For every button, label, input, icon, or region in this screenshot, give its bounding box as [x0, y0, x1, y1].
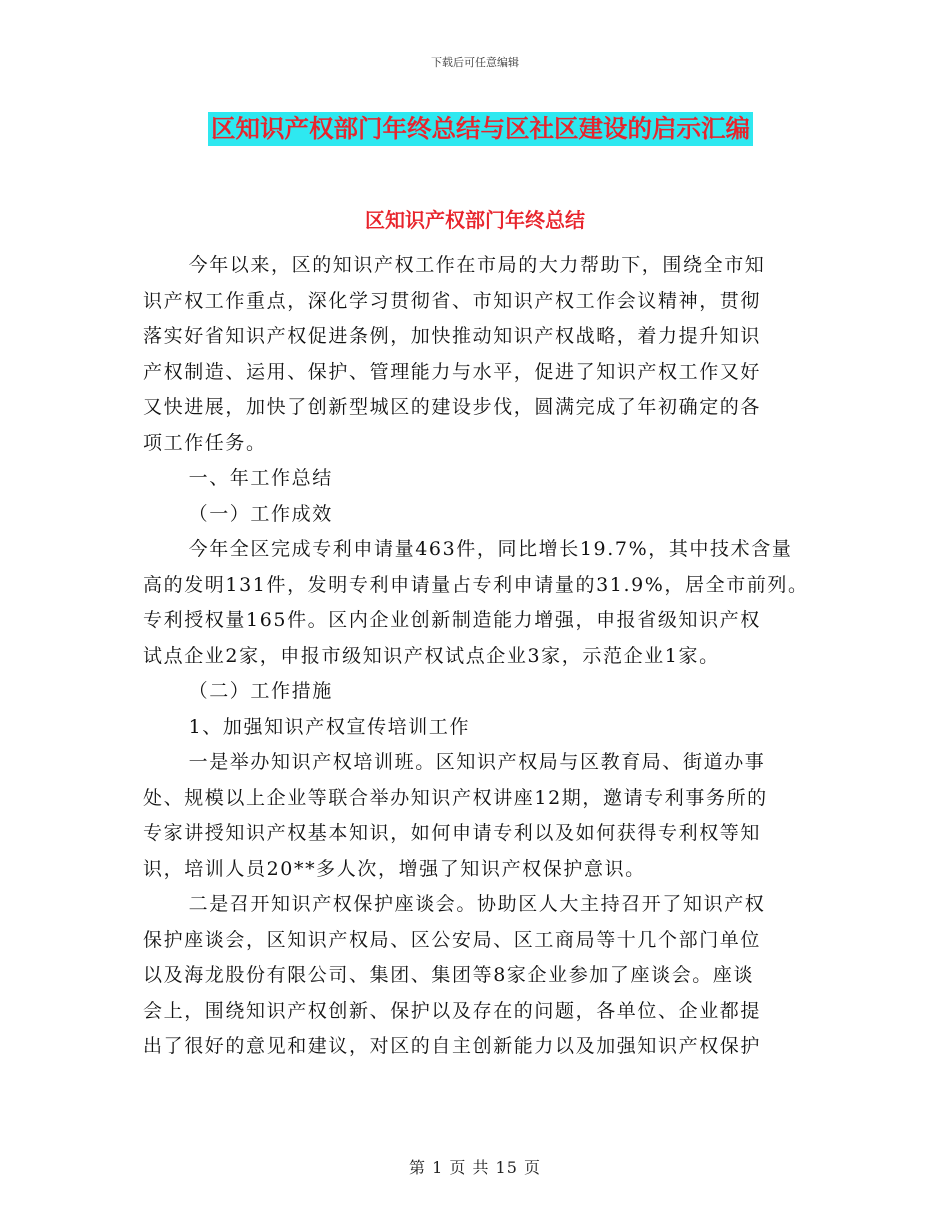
paragraph-line: 识，培训人员20**多人次，增强了知识产权保护意识。: [143, 857, 646, 880]
paragraph-line: 专家讲授知识产权基本知识，如何申请专利以及如何获得专利权等知: [143, 822, 762, 844]
heading-annual-summary: 一、年工作总结: [188, 467, 333, 489]
paragraph-line: 又快进展，加快了创新型城区的建设步伐，圆满完成了年初确定的各: [143, 396, 762, 418]
subheading-work-measures: （二）工作措施: [188, 680, 333, 702]
paragraph-line: 一是举办知识产权培训班。区知识产权局与区教育局、街道办事: [188, 751, 766, 773]
paragraph-line: 处、规模以上企业等联合举办知识产权讲座12期，邀请专利事务所的: [143, 786, 768, 809]
document-body: [143, 248, 813, 1065]
document-title: 区知识产权部门年终总结与区社区建设的启示汇编: [208, 112, 753, 146]
paragraph-line: 今年全区完成专利申请量463件，同比增长19.7%，其中技术含量: [188, 538, 793, 560]
paragraph-line: 会上，围绕知识产权创新、保护以及存在的问题，各单位、企业都提: [143, 999, 762, 1022]
subheading-work-results: （一）工作成效: [188, 502, 333, 525]
paragraph-line: 专利授权量165件。区内企业创新制造能力增强，申报省级知识产权: [143, 609, 761, 631]
paragraph-line: 项工作任务。: [143, 431, 267, 454]
subheading-training: 1、加强知识产权宣传培训工作: [188, 715, 471, 738]
paragraph-line: 二是召开知识产权保护座谈会。协助区人大主持召开了知识产权: [188, 893, 766, 915]
paragraph-line: 今年以来，区的知识产权工作在市局的大力帮助下，围绕全市知: [188, 254, 766, 276]
paragraph-line: 落实好省知识产权促进条例，加快推动知识产权战略，着力提升知识: [143, 325, 762, 347]
paragraph-line: 试点企业2家，申报市级知识产权试点企业3家，示范企业1家。: [143, 644, 720, 667]
paragraph-line: 高的发明131件，发明专利申请量占专利申请量的31.9%，居全市前列。: [143, 573, 809, 596]
page-footer: 第 1 页 共 15 页: [409, 1158, 541, 1177]
paragraph-line: 识产权工作重点，深化学习贯彻省、市知识产权工作会议精神，贯彻: [143, 289, 762, 312]
paragraph-line: 保护座谈会，区知识产权局、区公安局、区工商局等十几个部门单位: [143, 928, 762, 951]
section-title: 区知识产权部门年终总结: [365, 208, 585, 232]
paragraph-line: 以及海龙股份有限公司、集团、集团等8家企业参加了座谈会。座谈: [143, 964, 755, 986]
paragraph-line: 出了很好的意见和建议，对区的自主创新能力以及加强知识产权保护: [143, 1035, 762, 1057]
paragraph-line: 产权制造、运用、保护、管理能力与水平，促进了知识产权工作又好: [143, 360, 762, 383]
header-note: 下载后可任意编辑: [431, 56, 519, 69]
